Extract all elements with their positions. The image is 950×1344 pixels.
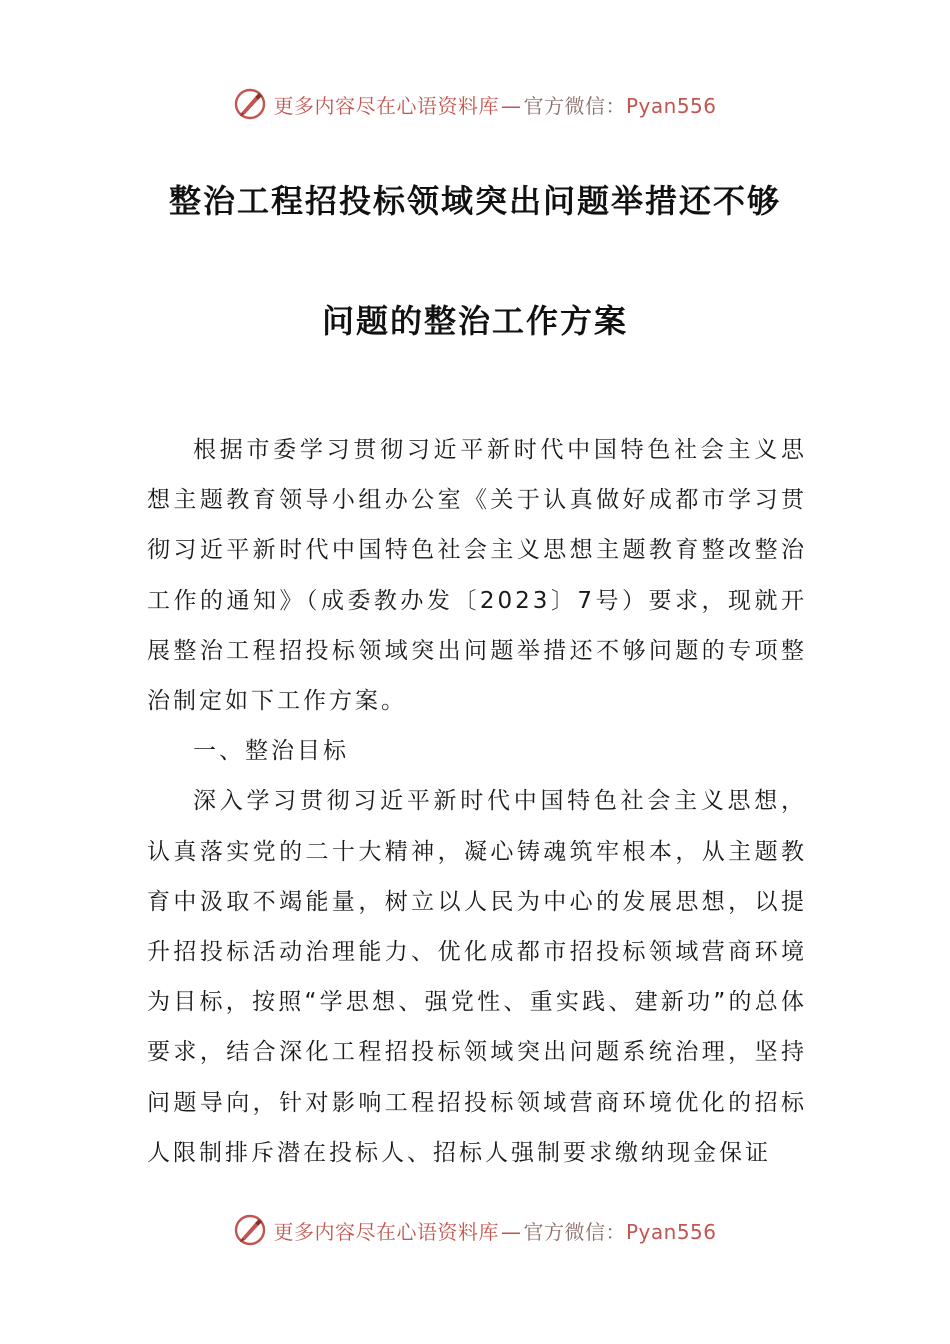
watermark-text: [273, 1216, 716, 1245]
document-title-line-2: 问题的整治工作方案: [321, 302, 628, 340]
paragraph-goals: 深入学习贯彻习近平新时代中国特色社会主义思想，认真落实党的二十大精神，凝心铸魂筑牢根本，从主题教育中汲取不竭能量，树立以人民为中心的发展思想，以提升招投标活动治理能力、优化成都市招投标领域营商环境为目标，按照“学思想、强党性、重实践、建新功”的总体要求，结合深化工程招投标领域突出问题系统治理，坚持问题导向，针对影响工程招投标领域营商环境优化的招标人限制排斥潜在投标人、招标人强制要求缴纳现金保证: [147, 788, 807, 1166]
watermark-dash: —: [500, 1219, 522, 1244]
document-body: [147, 425, 807, 1178]
watermark-wechat-id: Pyan556: [625, 93, 717, 118]
watermark-dash: —: [500, 93, 522, 118]
watermark-wechat-id: Pyan556: [625, 1219, 717, 1244]
watermark-text: [273, 90, 716, 119]
watermark-site-name: 更多内容尽在心语资料库: [273, 93, 499, 118]
watermark-wechat-label: 官方微信：: [523, 93, 626, 118]
pen-circle-logo-icon: [233, 1213, 267, 1247]
watermark-header: [0, 84, 950, 124]
watermark-site-name: 更多内容尽在心语资料库: [273, 1219, 499, 1244]
section-heading-goals: 一、整治目标: [193, 738, 349, 765]
pen-circle-logo-icon: [233, 87, 267, 121]
watermark-footer: [0, 1210, 950, 1250]
document-title-line-1: 整治工程招投标领域突出问题举措还不够: [168, 182, 781, 220]
watermark-wechat-label: 官方微信：: [523, 1219, 626, 1244]
paragraph-intro: 根据市委学习贯彻习近平新时代中国特色社会主义思想主题教育领导小组办公室《关于认真做好成都市学习贯彻习近平新时代中国特色社会主义思想主题教育整改整治工作的通知》（成委教办发〔2023〕7号）要求，现就开展整治工程招投标领域突出问题举措还不够问题的专项整治制定如下工作方案。: [147, 437, 807, 715]
